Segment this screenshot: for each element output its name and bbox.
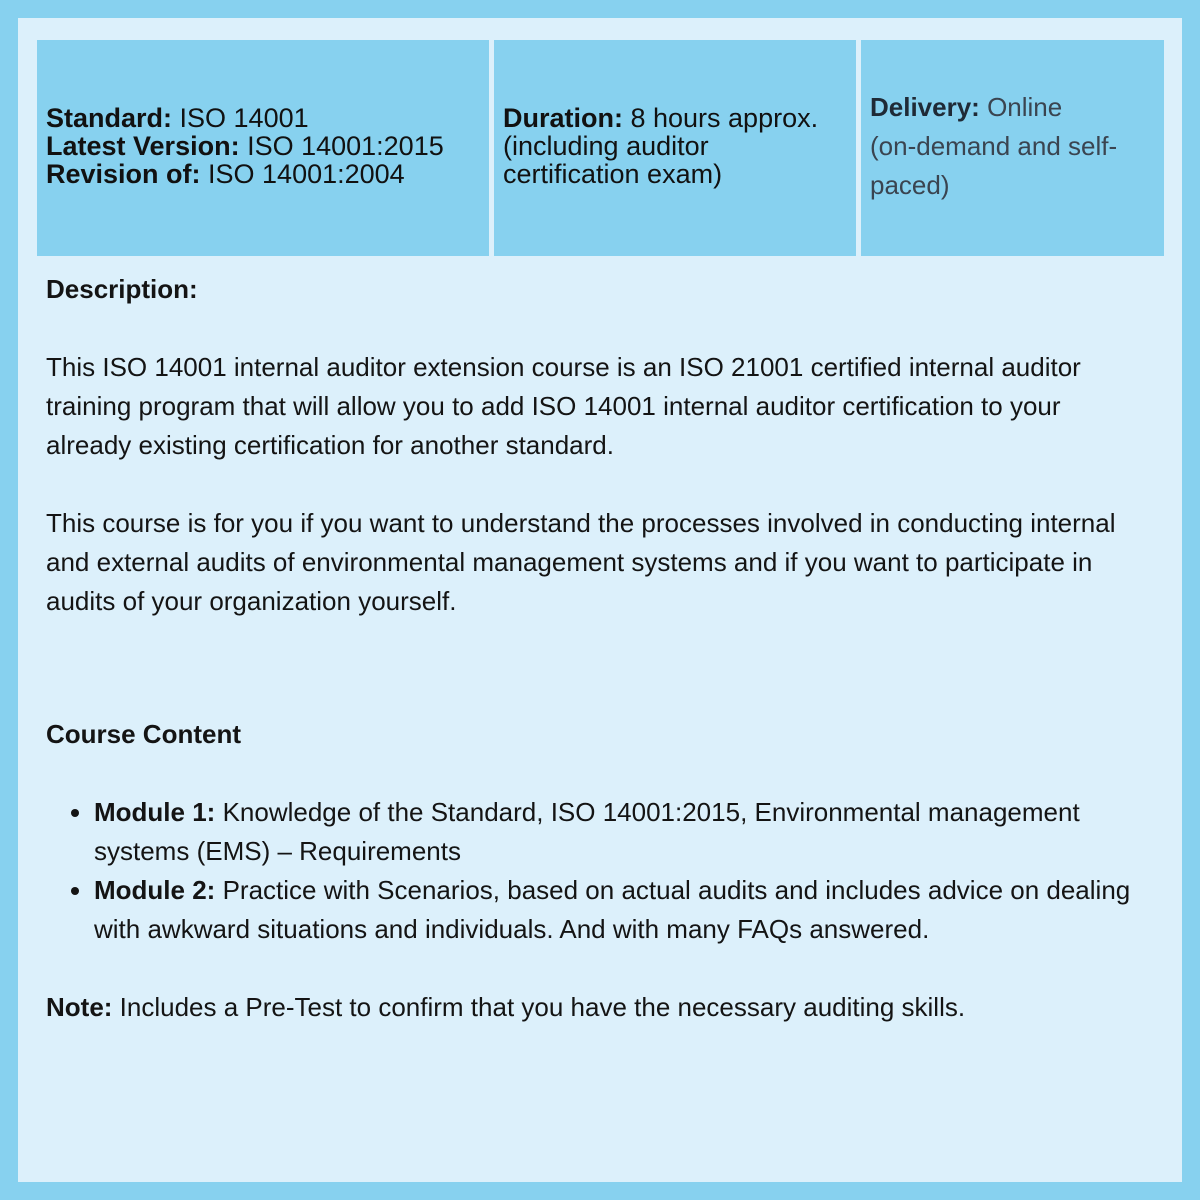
module-1-label: Module 1: [94,797,216,827]
standard-cell [37,40,489,256]
course-info-card [18,18,1182,1182]
duration-value: 8 hours approx. [622,103,819,133]
course-content-heading: Course Content [46,719,241,749]
standard-label: Standard: [46,103,173,133]
duration-cell [494,40,856,256]
duration-detail-1: (including auditor [503,131,709,161]
description-section [46,270,1151,621]
course-content-section [46,715,1151,1027]
duration-line [503,104,818,132]
delivery-detail-2: paced) [870,170,950,200]
latest-version-value: ISO 14001:2015 [239,131,444,161]
delivery-value: Online [979,92,1063,122]
duration-info [503,104,818,188]
description-paragraph-1: This ISO 14001 internal auditor extension course is an ISO 21001 certified internal auditor training program that will allow you to add ISO 14001 internal auditor certification to your already existing certification for another standard. [46,352,1081,460]
description-cell [37,261,1164,633]
module-1-text: Knowledge of the Standard, ISO 14001:2015, Environmental management systems (EMS) – Requirements [94,797,1080,866]
note [46,988,1151,1027]
module-item-1 [94,793,1151,871]
description-paragraph-2: This course is for you if you want to understand the processes involved in conducting internal and external audits of environmental management systems and if you want to participate in audits of your organization yourself. [46,508,1116,616]
delivery-cell [861,40,1164,256]
revision-value: ISO 14001:2004 [200,159,405,189]
standard-line [46,104,444,132]
course-content-cell [37,638,1164,1151]
module-2-label: Module 2: [94,875,216,905]
delivery-label: Delivery: [870,92,980,122]
note-label: Note: [46,992,113,1022]
note-text: Includes a Pre-Test to confirm that you have the necessary auditing skills. [112,992,966,1022]
delivery-info [870,88,1160,205]
latest-version-label: Latest Version: [46,131,240,161]
revision-line [46,160,444,188]
module-2-text: Practice with Scenarios, based on actual audits and includes advice on dealing with awkward situations and individuals. And with many FAQs answered. [94,875,1131,944]
latest-version-line [46,132,444,160]
standard-value: ISO 14001 [172,103,309,133]
description-heading-text: Description: [46,274,198,304]
delivery-line [870,88,1160,127]
delivery-detail-1: (on-demand and self- [870,131,1118,161]
module-item-2 [94,871,1151,949]
duration-detail-2: certification exam) [503,159,723,189]
standard-info [46,104,444,188]
revision-label: Revision of: [46,159,201,189]
duration-label: Duration: [503,103,623,133]
description-heading [46,270,1151,309]
module-list [46,793,1151,949]
